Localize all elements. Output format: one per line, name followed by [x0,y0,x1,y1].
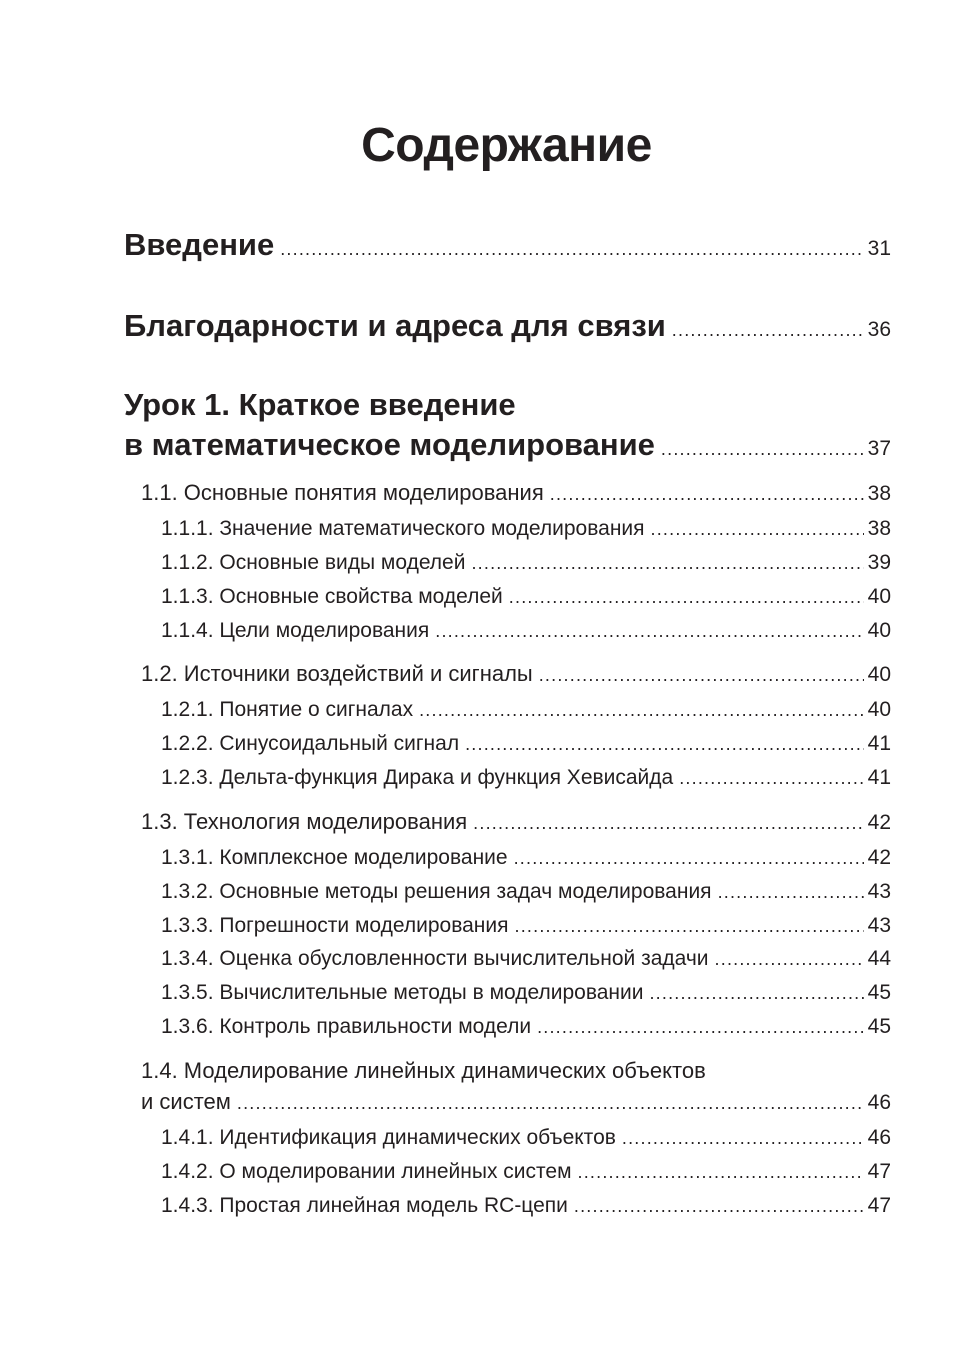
dot-leader [515,912,864,940]
toc-entry-label: 1.3.3. Погрешности моделирования [161,914,509,937]
toc-entry-1-3-3[interactable] [161,912,891,940]
toc-page-number: 40 [867,698,891,721]
toc-entry-label: и систем [141,1089,231,1114]
dot-leader [550,479,864,508]
toc-page-number: 46 [867,1091,891,1114]
dot-leader [419,696,864,724]
dot-leader [718,878,864,906]
dot-leader [539,660,864,689]
dot-leader [651,515,864,543]
toc-entry-acknowledgements[interactable] [124,307,891,349]
toc-page-number: 45 [867,1015,891,1038]
toc-page-number: 44 [867,947,891,970]
toc-page-number: 40 [867,663,891,686]
toc-page-number: 39 [867,551,891,574]
toc-entry-label: 1.2.2. Синусоидальный сигнал [161,732,460,755]
dot-leader [280,226,863,268]
toc-entry-label: 1.2. Источники воздействий и сигналы [141,661,533,686]
toc-entry-label: 1.3.4. Оценка обусловленности вычислительной задачи [161,947,709,970]
toc-entry-1-3-2[interactable] [161,878,891,906]
toc-entry-label: 1.1.4. Цели моделирования [161,619,430,642]
toc-entry-1-4-line-1[interactable]: 1.4. Моделирование линейных динамических объектов [141,1058,706,1083]
toc-entry-lesson-1[interactable] [124,426,891,468]
dot-leader [679,764,863,792]
toc-page-number: 42 [867,811,891,834]
dot-leader [514,844,864,872]
toc-entry-1-1-1[interactable] [161,515,891,543]
toc-entry-1-3[interactable] [141,808,891,837]
toc-entry-label: Благодарности и адреса для связи [124,308,666,343]
toc-entry-label: 1.2.3. Дельта-функция Дирака и функция Хевисайда [161,766,674,789]
toc-entry-label: 1.2.1. Понятие о сигналах [161,698,414,721]
toc-page-number: 43 [867,914,891,937]
toc-page-number: 40 [867,619,891,642]
dot-leader [471,549,863,577]
toc-page-number: 40 [867,585,891,608]
toc-entry-label: 1.3.6. Контроль правильности модели [161,1015,532,1038]
toc-page-number: 31 [867,237,891,260]
toc-page-number: 38 [867,482,891,505]
toc-page-number: 37 [867,437,891,460]
dot-leader [473,808,863,837]
toc-page-number: 47 [867,1160,891,1183]
dot-leader [574,1192,864,1220]
toc-page-number: 41 [867,732,891,755]
dot-leader [237,1088,864,1117]
dot-leader [661,426,864,468]
toc-entry-1-1[interactable] [141,479,891,508]
dot-leader [509,583,864,611]
toc-entry-label: 1.3.5. Вычислительные методы в моделировании [161,981,644,1004]
toc-entry-lesson-1-line-1[interactable]: Урок 1. Краткое введение [124,387,516,422]
dot-leader [649,979,863,1007]
toc-entry-introduction[interactable] [124,226,891,268]
toc-entry-1-4-2[interactable] [161,1158,891,1186]
toc-entry-1-1-2[interactable] [161,549,891,577]
toc-entry-label: 1.1.3. Основные свойства моделей [161,585,503,608]
toc-page-number: 42 [867,846,891,869]
toc-entry-label: 1.1. Основные понятия моделирования [141,480,544,505]
dot-leader [672,307,864,349]
toc-page-number: 43 [867,880,891,903]
toc-page-number: 38 [867,517,891,540]
toc-entry-1-3-5[interactable] [161,979,891,1007]
toc-page-number: 36 [867,318,891,341]
toc-entry-label: в математическое моделирование [124,427,655,462]
toc-entry-1-2-3[interactable] [161,764,891,792]
toc-entry-label: 1.3.2. Основные методы решения задач моделирования [161,880,712,903]
toc-entry-label: 1.3. Технология моделирования [141,809,468,834]
toc-entry-1-4-1[interactable] [161,1124,891,1152]
toc-entry-1-2-1[interactable] [161,696,891,724]
toc-entry-label: Введение [124,227,275,262]
dot-leader [537,1013,864,1041]
dot-leader [622,1124,864,1152]
toc-entry-1-4[interactable] [141,1088,891,1117]
dot-leader [578,1158,864,1186]
toc-entry-label: 1.4.2. О моделировании линейных систем [161,1160,572,1183]
dot-leader [435,617,863,645]
toc-entry-1-4-3[interactable] [161,1192,891,1220]
toc-entry-label: 1.3.1. Комплексное моделирование [161,846,508,869]
toc-entry-1-2-2[interactable] [161,730,891,758]
toc-entry-1-1-4[interactable] [161,617,891,645]
dot-leader [715,945,864,973]
toc-page-number: 46 [867,1126,891,1149]
toc-entry-label: 1.4.3. Простая линейная модель RC-цепи [161,1194,568,1217]
toc-entry-1-1-3[interactable] [161,583,891,611]
toc-page-number: 47 [867,1194,891,1217]
toc-entry-1-3-4[interactable] [161,945,891,973]
page-title: Содержание [361,119,652,172]
toc-page-number: 41 [867,766,891,789]
toc-page-number: 45 [867,981,891,1004]
toc-entry-1-3-1[interactable] [161,844,891,872]
toc-entry-label: 1.1.2. Основные виды моделей [161,551,466,574]
toc-entry-1-3-6[interactable] [161,1013,891,1041]
toc-entry-label: 1.1.1. Значение математического моделирования [161,517,645,540]
dot-leader [465,730,864,758]
toc-entry-1-2[interactable] [141,660,891,689]
toc-entry-label: 1.4.1. Идентификация динамических объектов [161,1126,616,1149]
